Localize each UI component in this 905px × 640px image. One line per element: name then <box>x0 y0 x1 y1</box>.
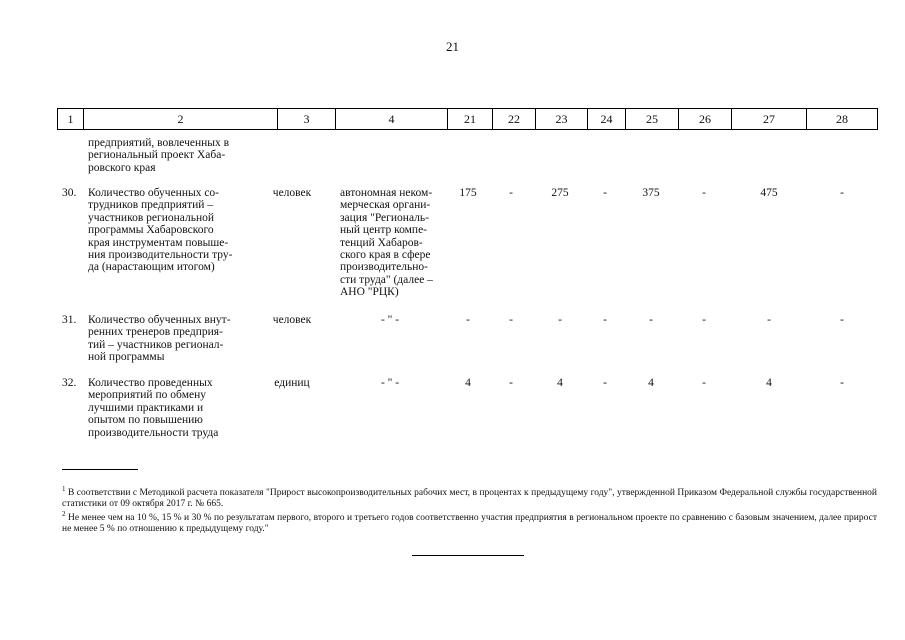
row-31-val-22: - <box>509 314 513 326</box>
header-col-22: 22 <box>493 109 536 130</box>
row-32-val-27: 4 <box>766 377 772 389</box>
row-31-val-23: - <box>558 314 562 326</box>
header-col-28: 28 <box>807 109 878 130</box>
row-32-val-24: - <box>603 377 607 389</box>
row-32-val-22: - <box>509 377 513 389</box>
continued-indicator-name: предприятий, вовлеченных в региональный проект Хаба- ровского края <box>88 137 230 174</box>
row-30-indicator: Количество обученных со- трудников предприятий – участников региональной программы Хабаровского края инструментам повыше- ния производительности тру- да (нарастающим итогом) <box>88 187 233 274</box>
row-30-val-28: - <box>840 187 844 199</box>
row-30-organization: автономная неком- мерческая органи- зация "Региональ- ный центр компе- тенций Хабаров- ского края в сфере производительно- сти труда" (далее – АНО "РЦК) <box>340 187 433 299</box>
row-30-val-21: 175 <box>459 187 477 199</box>
page-number: 21 <box>446 39 459 54</box>
footnote-2 <box>62 509 877 534</box>
row-32-val-21: 4 <box>465 377 471 389</box>
footnote-1 <box>62 484 877 509</box>
row-30-val-22: - <box>509 187 513 199</box>
row-31-val-24: - <box>603 314 607 326</box>
row-31-unit: человек <box>272 314 312 326</box>
row-30-number: 30. <box>62 187 77 199</box>
footnotes <box>62 484 877 534</box>
row-31-val-28: - <box>840 314 844 326</box>
row-31-number: 31. <box>62 314 77 326</box>
row-31-val-26: - <box>702 314 706 326</box>
row-32-number: 32. <box>62 377 77 389</box>
header-col-24: 24 <box>588 109 626 130</box>
header-col-4: 4 <box>336 109 448 130</box>
row-30-val-24: - <box>603 187 607 199</box>
row-31-organization: - " - <box>380 314 400 326</box>
footnote-separator <box>62 469 138 470</box>
table-header-row <box>57 108 878 130</box>
header-col-26: 26 <box>679 109 732 130</box>
header-col-25: 25 <box>626 109 679 130</box>
header-col-3: 3 <box>278 109 336 130</box>
row-31-val-27: - <box>767 314 771 326</box>
row-32-val-26: - <box>702 377 706 389</box>
header-col-1: 1 <box>58 109 84 130</box>
row-31-val-21: - <box>466 314 470 326</box>
row-30-val-26: - <box>702 187 706 199</box>
row-30-val-25: 375 <box>642 187 660 199</box>
row-30-val-23: 275 <box>551 187 569 199</box>
header-col-2: 2 <box>84 109 278 130</box>
footnote-1-text: В соответствии с Методикой расчета показателя "Прирост высокопроизводительных рабочих мест, в процентах к предыдущему году", утвержденной Приказом Федеральной службы государственной статистики от 09 октября 2017 г. № 665. <box>62 488 877 509</box>
header-col-23: 23 <box>536 109 588 130</box>
row-32-val-23: 4 <box>557 377 563 389</box>
row-32-val-25: 4 <box>648 377 654 389</box>
row-32-unit: единиц <box>274 377 310 389</box>
row-30-val-27: 475 <box>760 187 778 199</box>
footnote-2-mark: 2 <box>62 510 66 519</box>
footnote-2-text: Не менее чем на 10 %, 15 % и 30 % по результатам первого, второго и третьего годов соответственно участия предприятия в региональном проекте по сравнению с базовым значением, далее прирост не менее 5 % по отношению к предыдущему году." <box>62 513 877 534</box>
row-31-indicator: Количество обученных внут- ренних тренеров предприя- тий – участников регионал- ной программы <box>88 314 231 364</box>
row-32-indicator: Количество проведенных мероприятий по обмену лучшими практиками и опытом по повышению производительности труда <box>88 377 219 439</box>
footnote-1-mark: 1 <box>62 485 66 493</box>
header-col-21: 21 <box>448 109 493 130</box>
row-32-val-28: - <box>840 377 844 389</box>
row-32-organization: - " - <box>380 377 400 389</box>
end-separator <box>412 555 524 556</box>
header-col-27: 27 <box>732 109 807 130</box>
row-30-unit: человек <box>272 187 312 199</box>
row-31-val-25: - <box>649 314 653 326</box>
